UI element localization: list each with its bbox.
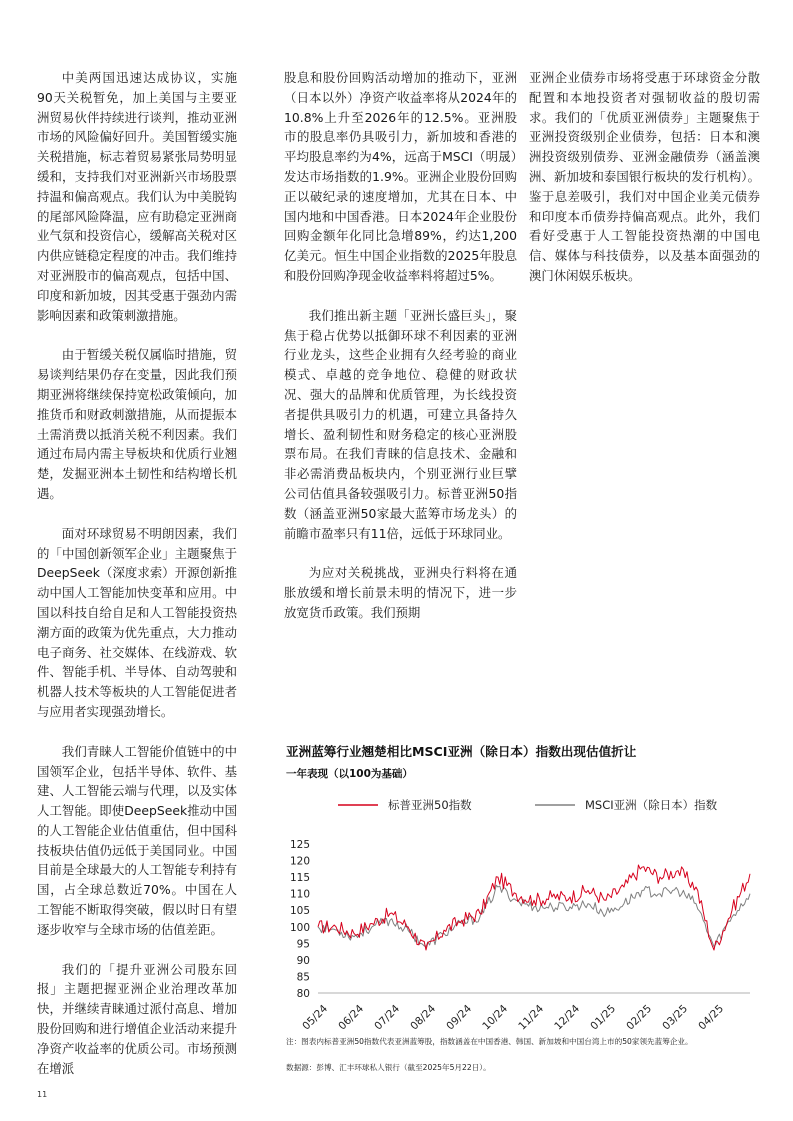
y-axis — [290, 839, 310, 1000]
x-tick-label: 11/24 — [516, 1002, 547, 1033]
paragraph: 为应对关税挑战，亚洲央行料将在通胀放缓和增长前景未明的情况下，进一步放宽货币政策。我们预期 — [284, 565, 517, 620]
y-tick-label: 100 — [289, 921, 310, 934]
paragraph: 我们的「提升亚洲公司股东回报」主题把握亚洲企业治理改革加快，并继续青睐通过派付高息、增加股份回购和进行增值企业活动来提升净资产收益率的优质公司。市场预测在增派 — [37, 961, 237, 1076]
y-tick-label: 125 — [289, 839, 310, 851]
chart-subtitle: 一年表现（以100为基础） — [286, 768, 413, 780]
x-tick-label: 12/24 — [552, 1002, 583, 1033]
x-tick-label: 10/24 — [480, 1002, 511, 1033]
y-tick-label: 115 — [289, 872, 310, 885]
y-tick-label: 85 — [296, 971, 310, 984]
y-tick-label: 90 — [296, 954, 310, 967]
x-tick-label: 07/24 — [372, 1002, 403, 1033]
paragraph: 由于暂缓关税仅属临时措施，贸易谈判结果仍存在变量，因此我们预期亚洲将继续保持宽松政策倾向，加推货币和财政刺激措施，从而提振本土需消费以抵消关税不利因素。我们通过布局内需主导板块和优质行业翘楚，发掘亚洲本土韧性和结构增长机遇。 — [37, 347, 237, 501]
x-tick-label: 09/24 — [444, 1002, 475, 1033]
chart-title: 亚洲蓝筹行业翘楚相比MSCI亚洲（除日本）指数出现估值折让 — [286, 744, 637, 759]
paragraph: 我们青睐人工智能价值链中的中国领军企业，包括半导体、软件、基建、人工智能云端与代理，以及实体人工智能。即使DeepSeek推动中国的人工智能企业估值重估，但中国科技板块估值仍远低于美国同业。中国目前是全球最大的人工智能专利持有国，占全球总数近70%。中国在人工智能不断取得突破，假以时日有望逐步收窄与全球市场的估值差距。 — [37, 743, 237, 937]
paragraph: 我们推出新主题「亚洲长盛巨头」，聚焦于稳占优势以抵御环球不利因素的亚洲行业龙头，这些企业拥有久经考验的商业模式、卓越的竞争地位、稳健的财政状况、强大的品牌和优质管理，为长线投资者提供具吸引力的机遇，可建立具备持久增长、盈利韧性和财务稳定的核心亚洲股票布局。在我们青睐的信息技术、金融和非必需消费品板块内，个别亚洲行业巨擘公司估值具备较强吸引力。标普亚洲50指数（涵盖亚洲50家最大蓝筹市场龙头）的前瞻市盈率只有11倍，远低于环球同业。 — [284, 307, 517, 541]
x-tick-label: 02/25 — [624, 1002, 655, 1033]
paragraph: 股息和股份回购活动增加的推动下，亚洲（日本以外）净资产收益率将从2024年的10.8%上升至2026年的12.5%。亚洲股市的股息率仍具吸引力，新加坡和香港的平均股息率约为4%，远高于MSCI（明晟）发达市场指数的1.9%。亚洲企业股份回购正以破纪录的速度增加，尤其在日本、中国内地和中国香港。日本2024年企业股份回购金额年化同比急增89%，约达1,200亿美元。恒生中国企业指数的2025年股息和股份回购净现金收益率料将超过5%。 — [284, 70, 517, 283]
y-tick-label: 80 — [296, 988, 310, 1000]
x-tick-label: 03/25 — [660, 1002, 691, 1033]
y-tick-label: 120 — [289, 855, 310, 868]
x-axis — [300, 993, 750, 1033]
x-tick-label: 04/25 — [696, 1002, 727, 1033]
chart-source: 数据源：彭博、汇丰环球私人银行（截至2025年5月22日）。 — [286, 1063, 491, 1072]
legend-label-sp-asia-50: 标普亚洲50指数 — [388, 798, 472, 812]
paragraph: 亚洲企业债券市场将受惠于环球资金分散配置和本地投资者对强韧收益的殷切需求。我们的「优质亚洲债券」主题聚焦于亚洲投资级别企业债券，包括：日本和澳洲投资级别债券、亚洲金融债券（涵盖澳洲、新加坡和泰国银行板块的发行机构）。鉴于息差吸引，我们对中国企业美元债券和印度本币债券持偏高观点。此外，我们看好受惠于人工智能投资热潮的中国电信、媒体与科技债券，以及基本面强劲的澳门休闲娱乐板块。 — [529, 70, 760, 283]
series-lines — [318, 865, 750, 950]
series-line-msci-asia — [318, 885, 750, 946]
x-tick-label: 01/25 — [588, 1002, 619, 1033]
y-tick-label: 105 — [289, 905, 310, 918]
chart-legend — [338, 798, 718, 812]
x-tick-label: 06/24 — [336, 1002, 367, 1033]
chart-note: 注：图表内标普亚洲50指数代表亚洲蓝筹股，指数涵盖在中国香港、韩国、新加坡和中国台湾上市的50家领先蓝筹企业。 — [286, 1037, 693, 1046]
text-column-2 — [284, 68, 517, 643]
paragraph: 中美两国迅速达成协议，实施90天关税暂免，加上美国与主要亚洲贸易伙伴持续进行谈判，推动亚洲市场的风险偏好回升。美国暂缓实施关税措施，标志着贸易紧张局势明显缓和，支持我们对亚洲新兴市场股票持温和偏高观点。我们认为中美脱钩的尾部风险降温，应有助稳定亚洲商业气氛和投资信心，缓解高关税对区内供应链稳定程度的冲击。我们维持对亚洲股市的偏高观点，包括中国、印度和新加坡，因其受惠于强劲内需影响因素和政策刺激措施。 — [37, 70, 237, 323]
legend-label-msci-asia: MSCI亚洲（除日本）指数 — [585, 798, 718, 812]
line-chart — [280, 790, 770, 1035]
text-column-3 — [529, 68, 760, 306]
x-tick-label: 05/24 — [300, 1002, 331, 1033]
page-number: 11 — [37, 1090, 48, 1099]
text-column-1 — [37, 68, 237, 1098]
y-tick-label: 95 — [296, 938, 310, 951]
y-tick-label: 110 — [289, 888, 310, 901]
x-tick-label: 08/24 — [408, 1002, 439, 1033]
paragraph: 面对环球贸易不明朗因素，我们的「中国创新领军企业」主题聚焦于DeepSeek（深度求索）开源创新推动中国人工智能加快变革和应用。中国以科技自给自足和人工智能投资热潮方面的政策为优先重点，大力推动电子商务、社交媒体、在线游戏、软件、智能手机、半导体、自动驾驶和机器人技术等板块的人工智能促进者与应用者实现强劲增长。 — [37, 525, 237, 719]
